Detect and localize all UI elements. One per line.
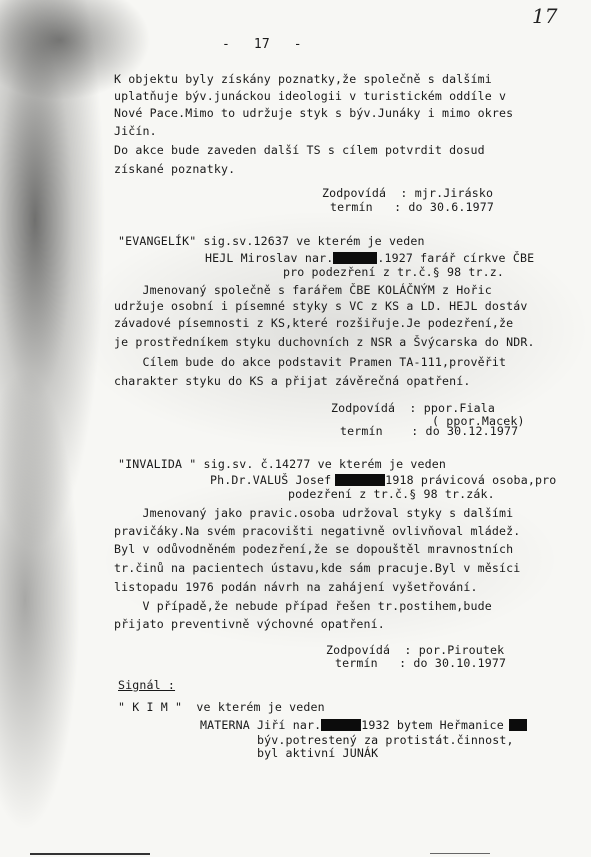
person-line — [205, 251, 534, 265]
page-number: - 17 - — [222, 37, 302, 52]
paragraph-line: udržuje osobní i písemné styky s VC z KS a LD. HEJL dostáv — [114, 299, 528, 313]
paragraph-line: K objektu byly získány poznatky,že společně s dalšími — [114, 72, 492, 86]
signal-heading: Signál : — [118, 678, 176, 692]
case-header: "EVANGELÍK" sig.sv.12637 ve kterém je veden — [118, 234, 425, 248]
responsible-line: Zodpovídá : por.Piroutek — [326, 643, 505, 657]
paragraph-line: uplatňuje býv.junáckou ideologii v turistickém oddíle v — [114, 89, 507, 103]
paragraph-line: Cílem bude do akce podstavit Pramen TA-111,prověřit — [114, 355, 507, 369]
responsible-line: Zodpovídá : mjr.Jirásko — [322, 186, 494, 200]
paragraph-line: býv.potrestený za protistát.činnost, — [257, 733, 514, 747]
deadline-line: termín : do 30.10.1977 — [335, 656, 507, 670]
person-detail: 1918 právicová osoba,pro — [385, 473, 557, 487]
deadline-line: termín : do 30.12.1977 — [340, 424, 519, 438]
paragraph-line: Jmenovaný společně s farářem ČBE KOLÁČNÝM z Hořic — [114, 283, 492, 297]
paragraph-line: získané poznatky. — [114, 162, 236, 176]
responsible-line-2: ( ppor.Macek) — [432, 414, 525, 428]
paragraph-line: Jmenovaný jako pravic.osoba udržoval styky s dalšími — [114, 506, 514, 520]
person-name: Ph.Dr.VALUŠ Josef — [210, 473, 332, 487]
redaction-bar — [335, 474, 385, 486]
paragraph-line: V případě,že nebude případ řešen tr.postihem,bude — [114, 599, 492, 613]
redaction-bar — [321, 719, 361, 731]
redaction-bar — [509, 719, 527, 731]
paragraph-line: Do akce bude zaveden další TS s cílem potvrdit dosud — [114, 143, 485, 157]
paragraph-line: Byl v odůvodněném podezření,že se dopouštěl mravnostních — [114, 542, 514, 556]
paragraph-line: pravičáky.Na svém pracovišti negativně ovlivňoval mládež. — [114, 524, 521, 538]
case-header: "INVALIDA " sig.sv. č.14277 ve kterém je veden — [118, 457, 446, 471]
person-name: MATERNA Jiří nar. — [200, 718, 322, 732]
case-header: " K I M " ve kterém je veden — [118, 700, 325, 714]
person-name: HEJL Miroslav nar. — [205, 251, 334, 265]
paragraph-line: závadové písemnosti z KS,které rozšiřuje.Je podezření,že — [114, 316, 514, 330]
paragraph-line: Jičín. — [114, 124, 157, 138]
redaction-bar — [333, 252, 377, 264]
handwritten-page-number: 17 — [532, 4, 558, 28]
paragraph-line: tr.činů na pacientech ústavu,kde sám pracuje.Byl v měsíci — [114, 561, 521, 575]
person-line — [210, 473, 556, 487]
paragraph-line: charakter styku do KS a přijat závěrečná opatření. — [114, 374, 471, 388]
suspicion-line: pro podezření z tr.č.§ 98 tr.z. — [283, 265, 505, 279]
paragraph-line: přijato preventivně výchovné opatření. — [114, 617, 385, 631]
responsible-line: Zodpovídá : ppor.Fiala — [331, 401, 495, 415]
paragraph-line: Nové Pace.Mimo to udržuje styk s býv.Junáky i mimo okres — [114, 106, 514, 120]
person-line — [200, 718, 527, 732]
paragraph-line: byl aktivní JUNÁK — [257, 746, 379, 760]
person-detail: 1932 bytem Heřmanice — [361, 718, 504, 732]
deadline-line: termín : do 30.6.1977 — [330, 200, 494, 214]
paragraph-line: listopadu 1976 podán návrh na zahájení vyšetřování. — [114, 580, 478, 594]
suspicion-line: podezření z tr.č.§ 98 tr.zák. — [288, 487, 495, 501]
bottom-edge-mark — [430, 853, 490, 854]
person-detail: .1927 farář církve ČBE — [377, 251, 535, 265]
bottom-edge-mark — [30, 853, 150, 855]
paragraph-line: je prostředníkem styku duchovních z NSR a Švýcarska do NDR. — [114, 335, 535, 349]
